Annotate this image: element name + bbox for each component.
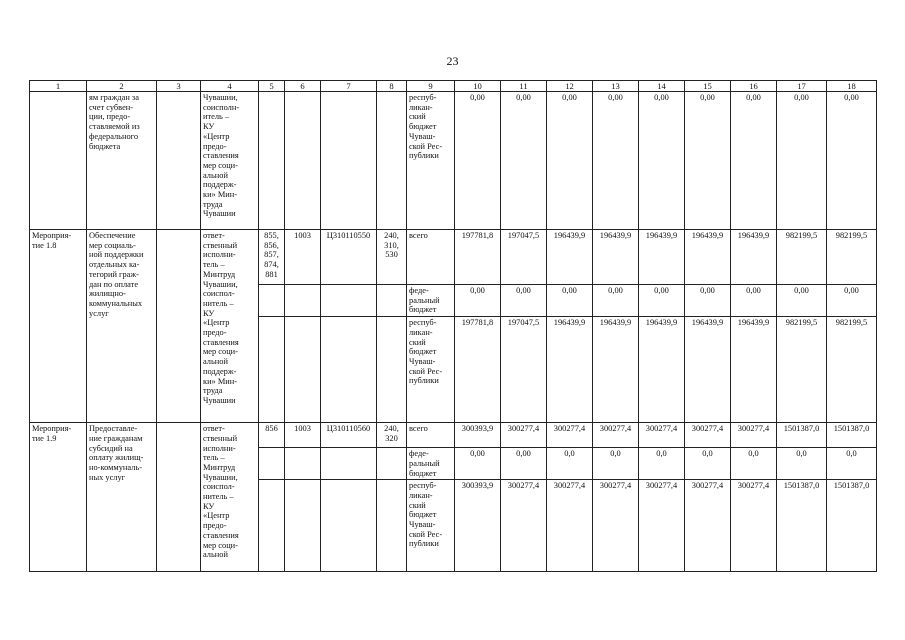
amount-cell: 0,0 — [639, 448, 685, 480]
column-number: 15 — [685, 81, 731, 92]
amount-cell: 1501387,0 — [827, 480, 877, 572]
amount-cell: 0,00 — [593, 285, 639, 317]
amount-cell: 0,00 — [827, 285, 877, 317]
column-number: 1 — [30, 81, 87, 92]
column-number: 13 — [593, 81, 639, 92]
amount-cell: 300277,4 — [547, 480, 593, 572]
code-cell — [285, 448, 321, 480]
amount-cell: 300277,4 — [547, 423, 593, 448]
grbs-code: 855, 856, 857, 874, 881 — [259, 230, 285, 285]
amount-cell: 0,00 — [731, 285, 777, 317]
amount-cell: 196439,9 — [639, 317, 685, 423]
amount-cell: 0,00 — [827, 92, 877, 230]
amount-cell: 982199,5 — [777, 317, 827, 423]
amount-cell: 300277,4 — [501, 423, 547, 448]
code-cell — [321, 480, 377, 572]
code-cell — [259, 480, 285, 572]
amount-cell: 0,00 — [455, 448, 501, 480]
column-number: 9 — [407, 81, 455, 92]
amount-cell: 982199,5 — [777, 230, 827, 285]
event-number: Мероприя- тие 1.9 — [30, 423, 87, 572]
code-cell — [321, 317, 377, 423]
code-cell — [285, 285, 321, 317]
funding-source: всего — [407, 230, 455, 285]
amount-cell: 197047,5 — [501, 230, 547, 285]
executor-cell: ответ- ственный исполни- тель – Минтруд Чувашии, соиспол- нитель – КУ «Центр предо- ставления мер соци- альной поддерж- ки» Мин- труда Чувашии — [201, 230, 259, 423]
amount-cell: 0,0 — [547, 448, 593, 480]
code-cell — [377, 448, 407, 480]
code-cell — [285, 480, 321, 572]
column-number: 17 — [777, 81, 827, 92]
amount-cell: 0,00 — [685, 285, 731, 317]
amount-cell: 197047,5 — [501, 317, 547, 423]
column-number: 5 — [259, 81, 285, 92]
amount-cell: 196439,9 — [731, 230, 777, 285]
amount-cell: 300277,4 — [593, 423, 639, 448]
budget-table — [29, 80, 877, 572]
amount-cell: 0,0 — [827, 448, 877, 480]
amount-cell: 0,00 — [547, 92, 593, 230]
column-number: 16 — [731, 81, 777, 92]
amount-cell: 300393,9 — [455, 480, 501, 572]
amount-cell: 196439,9 — [547, 317, 593, 423]
amount-cell: 0,0 — [777, 448, 827, 480]
executor-cell: ответ- ственный исполни- тель – Минтруд Чувашии, соиспол- нитель – КУ «Центр предо- ставления мер соци- альной — [201, 423, 259, 572]
code-cell — [377, 285, 407, 317]
section-code: 1003 — [285, 423, 321, 448]
funding-source: респуб- ликан- ский бюджет Чуваш- ской Рес- публики — [407, 317, 455, 423]
funding-source: феде- ральный бюджет — [407, 285, 455, 317]
column-number: 4 — [201, 81, 259, 92]
table-row — [30, 230, 877, 285]
grbs-code: 856 — [259, 423, 285, 448]
table-row — [30, 423, 877, 448]
column-number: 10 — [455, 81, 501, 92]
amount-cell: 0,0 — [731, 448, 777, 480]
code-cell — [259, 448, 285, 480]
amount-cell: 0,00 — [501, 448, 547, 480]
amount-cell: 197781,8 — [455, 317, 501, 423]
amount-cell: 0,00 — [639, 285, 685, 317]
executor-cell: Чувашии, соисполн- итель – КУ «Центр предо- ставления мер соци- альной поддерж- ки» Мин- труда Чувашии — [201, 92, 259, 230]
column-number: 3 — [157, 81, 201, 92]
amount-cell: 300277,4 — [593, 480, 639, 572]
amount-cell: 300277,4 — [731, 423, 777, 448]
code-cell — [377, 317, 407, 423]
amount-cell: 0,00 — [777, 285, 827, 317]
code-cell — [377, 480, 407, 572]
column-number: 14 — [639, 81, 685, 92]
amount-cell: 1501387,0 — [827, 423, 877, 448]
amount-cell: 0,00 — [501, 92, 547, 230]
empty-cell — [157, 230, 201, 423]
table-row — [30, 92, 877, 230]
empty-cell — [157, 423, 201, 572]
amount-cell: 0,0 — [685, 448, 731, 480]
amount-cell: 196439,9 — [685, 230, 731, 285]
target-article-code: Ц310110560 — [321, 423, 377, 448]
event-description: ям граждан за счет субвен- ции, предо- ставляемой из федерального бюджета — [87, 92, 157, 230]
code-cell — [259, 92, 285, 230]
column-number: 2 — [87, 81, 157, 92]
empty-cell — [157, 92, 201, 230]
code-cell — [321, 448, 377, 480]
code-cell — [377, 92, 407, 230]
amount-cell: 0,00 — [685, 92, 731, 230]
amount-cell: 300277,4 — [685, 480, 731, 572]
funding-source: респуб- ликан- ский бюджет Чуваш- ской Рес- публики — [407, 92, 455, 230]
column-number: 18 — [827, 81, 877, 92]
funding-source: респуб- ликан- ский бюджет Чуваш- ской Рес- публики — [407, 480, 455, 572]
event-number: Мероприя- тие 1.8 — [30, 230, 87, 423]
column-number: 7 — [321, 81, 377, 92]
section-code: 1003 — [285, 230, 321, 285]
event-cell — [30, 92, 87, 230]
amount-cell: 196439,9 — [547, 230, 593, 285]
amount-cell: 196439,9 — [685, 317, 731, 423]
code-cell — [259, 285, 285, 317]
amount-cell: 300393,9 — [455, 423, 501, 448]
amount-cell: 0,00 — [455, 285, 501, 317]
amount-cell: 300277,4 — [731, 480, 777, 572]
amount-cell: 982199,5 — [827, 230, 877, 285]
code-cell — [259, 317, 285, 423]
amount-cell: 0,00 — [639, 92, 685, 230]
column-number-row — [30, 81, 877, 92]
funding-source: феде- ральный бюджет — [407, 448, 455, 480]
column-number: 12 — [547, 81, 593, 92]
amount-cell: 300277,4 — [501, 480, 547, 572]
amount-cell: 196439,9 — [593, 317, 639, 423]
amount-cell: 196439,9 — [639, 230, 685, 285]
amount-cell: 0,00 — [777, 92, 827, 230]
column-number: 11 — [501, 81, 547, 92]
amount-cell: 0,0 — [593, 448, 639, 480]
page-number: 23 — [446, 54, 459, 68]
amount-cell: 300277,4 — [639, 480, 685, 572]
amount-cell: 0,00 — [547, 285, 593, 317]
event-description: Обеспечение мер социаль- ной поддержки отдельных ка- тегорий граж- дан по оплате жилищно- коммунальных услуг — [87, 230, 157, 423]
amount-cell: 0,00 — [731, 92, 777, 230]
amount-cell: 1501387,0 — [777, 480, 827, 572]
amount-cell: 0,00 — [501, 285, 547, 317]
amount-cell: 300277,4 — [685, 423, 731, 448]
amount-cell: 0,00 — [593, 92, 639, 230]
amount-cell: 197781,8 — [455, 230, 501, 285]
code-cell — [321, 92, 377, 230]
amount-cell: 196439,9 — [731, 317, 777, 423]
target-article-code: Ц310110550 — [321, 230, 377, 285]
funding-source: всего — [407, 423, 455, 448]
expense-type-code: 240, 310, 530 — [377, 230, 407, 285]
amount-cell: 300277,4 — [639, 423, 685, 448]
code-cell — [285, 317, 321, 423]
code-cell — [285, 92, 321, 230]
amount-cell: 1501387,0 — [777, 423, 827, 448]
amount-cell: 982199,5 — [827, 317, 877, 423]
column-number: 8 — [377, 81, 407, 92]
expense-type-code: 240, 320 — [377, 423, 407, 448]
event-description: Предоставле- ние гражданам субсидий на оплату жилищ- но-коммуналь- ных услуг — [87, 423, 157, 572]
amount-cell: 0,00 — [455, 92, 501, 230]
code-cell — [321, 285, 377, 317]
column-number: 6 — [285, 81, 321, 92]
amount-cell: 196439,9 — [593, 230, 639, 285]
